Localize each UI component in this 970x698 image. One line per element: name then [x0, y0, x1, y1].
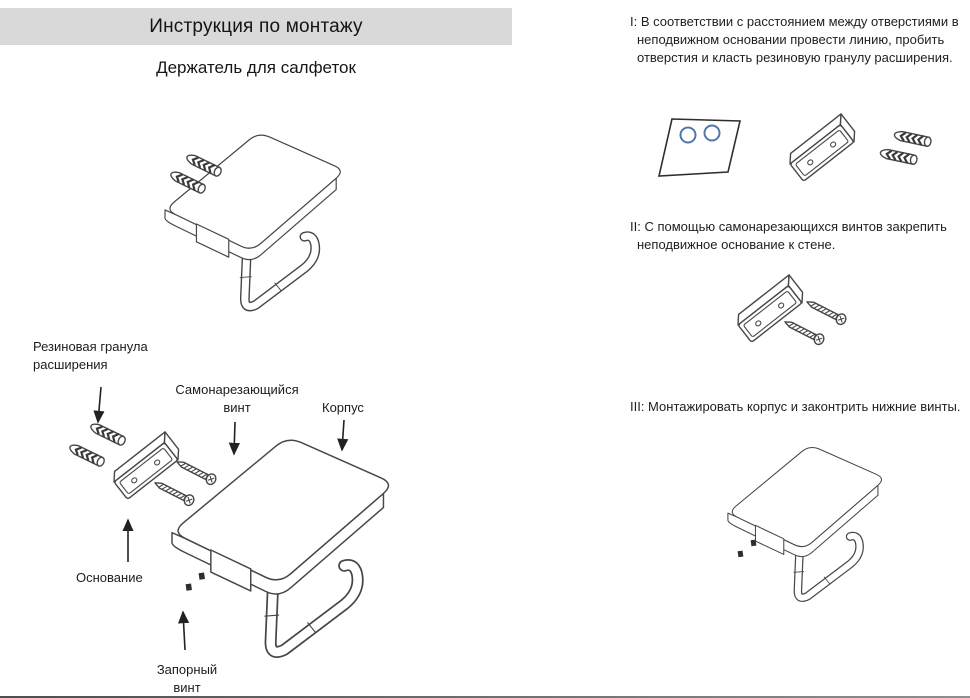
base-bracket-icon — [733, 275, 807, 342]
label-locking-screw: Запорный винт — [156, 662, 218, 695]
step-1-text: I: В соответствии с расстоянием между отверстиями в неподвижном основании провести линию, пробить отверстия и класть резиновую гранулу расширения. — [630, 14, 959, 65]
step-2-illustration — [698, 265, 898, 387]
self-tapping-screw-icon — [175, 457, 218, 486]
label-body: Корпус — [322, 400, 364, 415]
self-tapping-screw-icon — [783, 317, 826, 346]
self-tapping-screw-icon — [805, 297, 848, 326]
page-title: Инструкция по монтажу — [149, 15, 363, 37]
wall-plug-icon — [89, 422, 126, 447]
locking-screw-icon — [199, 573, 205, 580]
base-bracket-icon — [785, 114, 859, 181]
arrow-up-icon — [183, 612, 185, 650]
assembled-holder-drawing — [145, 118, 415, 343]
arrow-down-icon — [342, 420, 344, 450]
step-2-text: II: С помощью самонарезающихся винтов закрепить неподвижное основание к стене. — [630, 219, 947, 252]
locking-screw-icon — [186, 584, 192, 591]
exploded-view — [0, 330, 440, 698]
header-bar — [0, 8, 512, 45]
holder-body-icon — [728, 448, 882, 598]
arrow-down-icon — [98, 387, 101, 422]
wall-plug-icon — [68, 443, 105, 468]
product-subtitle: Держатель для салфеток — [156, 58, 356, 77]
wall-plug-icon — [894, 130, 932, 147]
step-3-illustration — [698, 436, 913, 651]
label-self-tapping-screw: Самонарезающийся винт — [175, 382, 299, 415]
arrow-down-icon — [234, 422, 235, 454]
step-1-illustration — [638, 102, 968, 217]
label-base: Основание — [76, 570, 143, 585]
locking-screw-icon — [738, 551, 744, 558]
locking-screw-icon — [751, 540, 757, 547]
step-3-text: III: Монтажировать корпус и законтрить нижние винты. — [630, 399, 961, 414]
wall-plug-icon — [880, 148, 918, 165]
label-rubber-granule: Резиновая гранула расширения — [33, 339, 148, 372]
self-tapping-screw-icon — [153, 478, 196, 507]
wall-panel-icon — [659, 119, 740, 176]
wall-plug-icon — [185, 153, 222, 178]
holder-body-icon — [172, 440, 388, 652]
